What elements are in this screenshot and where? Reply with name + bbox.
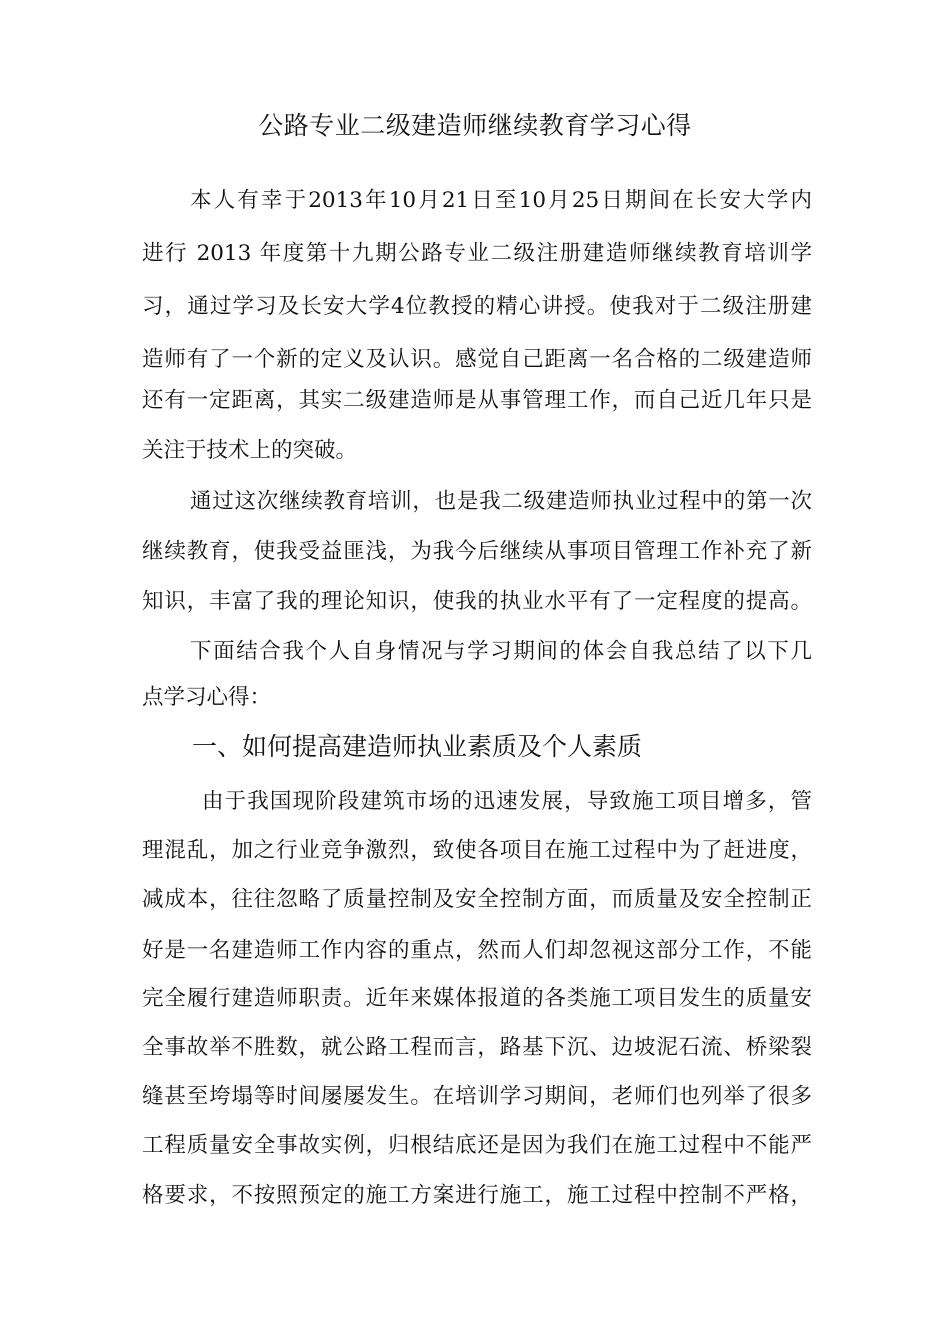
- paragraph-line: 下面结合我个人自身情况与学习期间的体会自我总结了以下几: [190, 639, 812, 664]
- paragraph-line: 格要求，不按照预定的施工方案进行施工，施工过程中控制不严格，: [142, 1183, 812, 1208]
- paragraph-line: 知识，丰富了我的理论知识，使我的执业水平有了一定程度的提高。: [142, 589, 812, 614]
- paragraph-line: 全事故举不胜数，就公路工程而言，路基下沉、边坡泥石流、桥梁裂: [142, 1035, 812, 1060]
- paragraph-line: 点学习心得：: [142, 685, 272, 710]
- document-title: 公路专业二级建造师继续教育学习心得: [258, 111, 692, 140]
- paragraph-line: 完全履行建造师职责。近年来媒体报道的各类施工项目发生的质量安: [142, 986, 812, 1011]
- paragraph-line: 减成本，往往忽略了质量控制及安全控制方面，而质量及安全控制正: [142, 887, 812, 912]
- paragraph-line: 由于我国现阶段建筑市场的迅速发展，导致施工项目增多，管: [202, 789, 812, 814]
- paragraph-line: 理混乱，加之行业竞争激烈，致使各项目在施工过程中为了赶进度，: [142, 838, 812, 863]
- paragraph-line: 缝甚至垮塌等时间屡屡发生。在培训学习期间，老师们也列举了很多: [142, 1084, 812, 1109]
- paragraph-line: 继续教育，使我受益匪浅，为我今后继续从事项目管理工作补充了新: [142, 539, 812, 564]
- paragraph-line: 本人有幸于2013年10月21日至10月25日期间在长安大学内: [190, 188, 812, 213]
- section-heading: 一、如何提高建造师执业素质及个人素质: [192, 732, 643, 761]
- paragraph-line: 关注于技术上的突破。: [142, 438, 358, 463]
- paragraph-line: 造师有了一个新的定义及认识。感觉自己距离一名合格的二级建造师: [142, 347, 812, 372]
- paragraph-line: 好是一名建造师工作内容的重点，然而人们却忽视这部分工作，不能: [142, 938, 812, 963]
- paragraph-line: 工程质量安全事故实例，归根结底还是因为我们在施工过程中不能严: [142, 1133, 812, 1158]
- paragraph-line: 进行 2013 年度第十九期公路专业二级注册建造师继续教育培训学: [142, 241, 812, 266]
- paragraph-line: 通过这次继续教育培训，也是我二级建造师执业过程中的第一次: [190, 489, 812, 514]
- paragraph-line: 还有一定距离，其实二级建造师是从事管理工作，而自己近几年只是: [142, 388, 812, 413]
- paragraph-line: 习，通过学习及长安大学4位教授的精心讲授。使我对于二级注册建: [142, 294, 812, 319]
